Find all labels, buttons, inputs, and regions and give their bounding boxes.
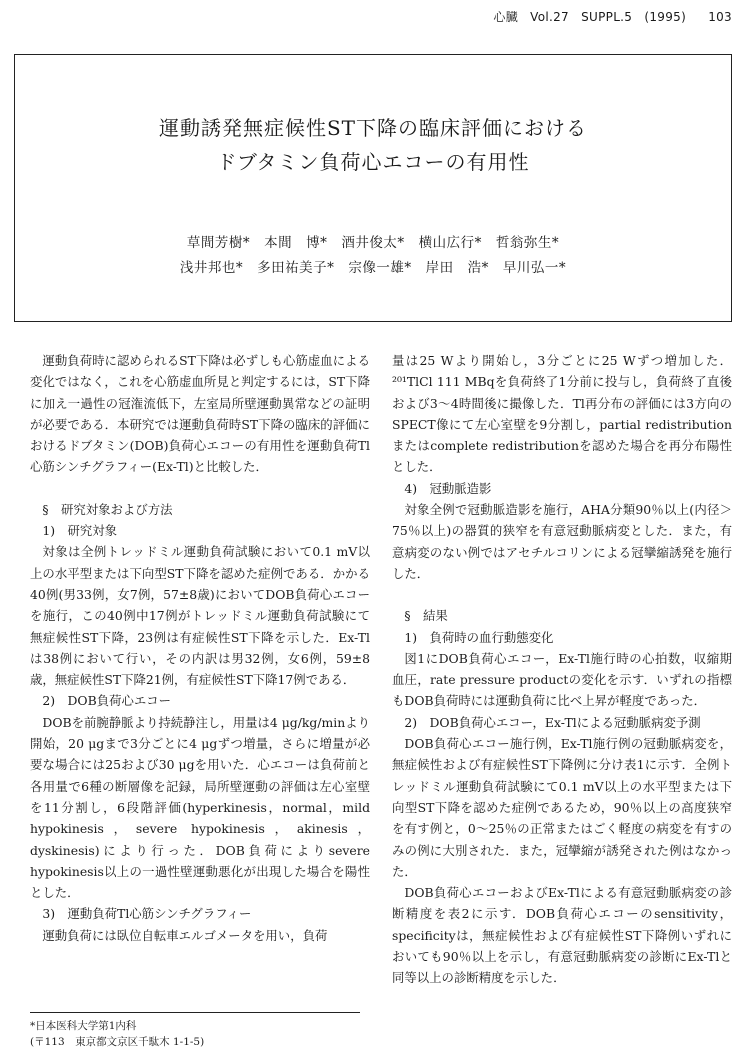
paragraph-tl-scinti: 運動負荷には臥位自転車エルゴメータを用い，負荷 xyxy=(42,927,328,943)
paragraph-dob-echo: DOBを前腕静脈より持続静注し，用量は4 μg/kg/minより開始，20 μgまで3分ごとに4 μgずつ増量，さらに増量が必要な場合には25および30 μgを用いた．心エコーは負荷前と各用量で6種の断層像を記録，局所壁運動の評価は左心室壁を11分割し，6段階評価(hyperkinesis，normal，mild hypokinesis，severe hypokinesis，akinesis，dyskinesis)により行った．DOB負荷によりsevere hypokinesis以上の一過性壁運動悪化が出現した場合を陽性とした． xyxy=(30,714,370,901)
section-heading-methods: § 研究対象および方法 xyxy=(42,501,173,517)
paragraph-subjects: 対象は全例トレッドミル運動負荷試験において0.1 mV以上の水平型または下向型ST下降を認めた症例である．かかる40例(男33例，女7例，57±8歳)においてDOB負荷心エコーを施行，この40例中17例がトレッドミル運動負荷試験にて無症候性ST下降，23例は有症候性ST下降を示した．Ex-Tlは38例において行い，その内訳は男32例，女6例，59±8歳，無症候性ST下降21例，有症候性ST下降17例である． xyxy=(30,544,370,688)
subsection-heading-prediction: 2) DOB負荷心エコー，Ex-Tlによる冠動脈病変予測 xyxy=(404,714,701,730)
paragraph-diagnostic-accuracy: DOB負荷心エコーおよびEx-Tlによる有意冠動脈病変の診断精度を表2に示す．DOB負荷心エコーのsensitivity，specificityは，無症候性および有症候性ST下降例いずれにおいても90％以上を示し，有意冠動脈病変の診断にEx-Tlと同等以上の診断精度を示した． xyxy=(392,885,732,986)
right-column xyxy=(392,350,732,989)
authors-line-2: 浅井邦也* 多田祐美子* 宗像一雄* 岸田 浩* 早川弘一* xyxy=(179,260,567,276)
subsection-heading-angiography: 4) 冠動脈造影 xyxy=(404,480,492,496)
paragraph-tl-continued: 量は25 Wより開始し，3分ごとに25 Wずつ増加した．²⁰¹TlCl 111 MBqを負荷終了1分前に投与し，負荷終了直後および3～4時間後に撮像した．Tl再分布の評価には3方向のSPECT像にて左心室壁を9分割し，partial redistributionまたはcomplete redistributionを認めた場合を再分布陽性とした． xyxy=(392,353,732,475)
subsection-heading-tl-scinti: 3) 運動負荷Tl心筋シンチグラフィー xyxy=(42,906,252,922)
intro-paragraph: 運動負荷時に認められるST下降は必ずしも心筋虚血による変化ではなく，これを心筋虚血所見と判定するには，ST下降に加え一過性の冠潅流低下，左室局所壁運動異常などの証明が必要である．本研究では運動負荷時ST下降の臨床的評価におけるドブタミン(DOB)負荷心エコーの有用性を運動負荷Tl心筋シンチグラフィー(Ex-Tl)と比較した． xyxy=(30,353,370,475)
page-number: 103 xyxy=(708,10,732,24)
title-box xyxy=(14,54,732,322)
subsection-heading-dob-echo: 2) DOB負荷心エコー xyxy=(42,693,172,709)
address: (〒113 東京都文京区千駄木 1-1-5) xyxy=(30,1036,205,1048)
subsection-heading-hemodynamics: 1) 負荷時の血行動態変化 xyxy=(404,629,554,645)
paragraph-hemodynamics: 図1にDOB負荷心エコー，Ex-Tl施行時の心拍数，収縮期血圧，rate pressure productの変化を示す．いずれの指標もDOB負荷時には運動負荷に比べ上昇が軽度であった． xyxy=(392,650,732,709)
journal-name: 心臓 xyxy=(493,10,519,24)
left-column xyxy=(30,350,370,946)
affiliation-footnote xyxy=(30,1012,360,1050)
running-header xyxy=(485,8,732,25)
year: (1995) xyxy=(644,10,687,24)
supplement: SUPPL.5 xyxy=(581,10,633,24)
article-title xyxy=(15,111,731,179)
section-heading-results: § 結果 xyxy=(404,608,448,624)
volume: Vol.27 xyxy=(530,10,569,24)
authors-line-1: 草間芳樹* 本間 博* 酒井俊太* 横山広行* 哲翁弥生* xyxy=(186,235,560,251)
paragraph-angiography: 対象全例で冠動脈造影を施行，AHA分類90％以上(内径＞75％以上)の器質的狭窄を有意冠動脈病変とした．また，有意病変のない例ではアセチルコリンによる冠攣縮誘発を施行した． xyxy=(392,502,732,581)
affiliation: *日本医科大学第1内科 xyxy=(30,1020,137,1032)
title-line-2: ドブタミン負荷心エコーの有用性 xyxy=(216,150,530,174)
paragraph-prediction: DOB負荷心エコー施行例，Ex-Tl施行例の冠動脈病変を，無症候性および有症候性ST下降例に分け表1に示す．全例トレッドミル運動負荷試験にて0.1 mV以上の水平型または下向型ST下降を認めた症例であるため，90％以上の高度狭窄を有す例と，0～25％の正常またはごく軽度の病変を有すのみの例に大別された．また，冠攣縮が誘発された例はなかった． xyxy=(392,736,732,879)
subsection-heading-subjects: 1) 研究対象 xyxy=(42,523,118,539)
author-list xyxy=(15,231,731,281)
title-line-1: 運動誘発無症候性ST下降の臨床評価における xyxy=(158,116,588,140)
